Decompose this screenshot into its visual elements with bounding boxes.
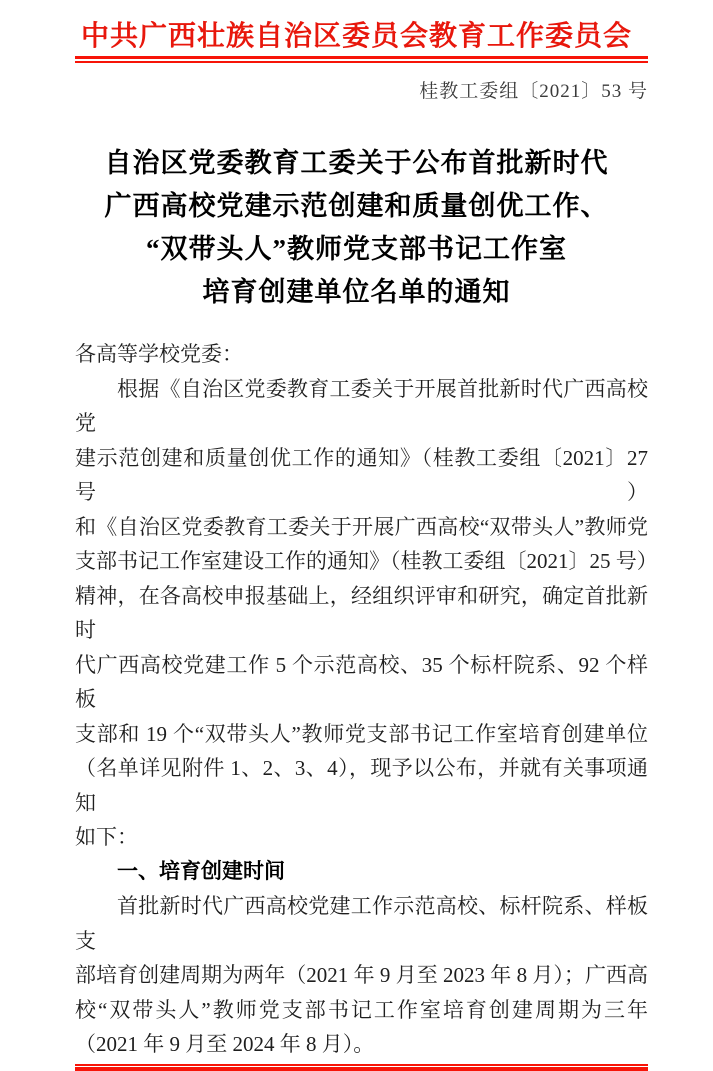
body-line: 建示范创建和质量创优工作的通知》（桂教工委组〔2021〕27 号）	[75, 445, 648, 504]
body-line: 部培育创建周期为两年（2021 年 9 月至 2023 年 8 月）；广西高	[75, 963, 648, 987]
body-line: 校“双带头人”教师党支部书记工作室培育创建周期为三年	[75, 997, 648, 1022]
header-divider	[75, 56, 648, 63]
title-line-4: 培育创建单位名单的通知	[202, 277, 511, 307]
body-line: 精神，在各高校申报基础上，经组织评审和研究，确定首批新时	[75, 583, 648, 642]
body-line: 支部书记工作室建设工作的通知》（桂教工委组〔2021〕25 号）	[75, 549, 658, 573]
section-heading: 一、培育创建时间	[117, 859, 285, 883]
document-title	[45, 142, 668, 314]
body-line: 代广西高校党建工作 5 个示范高校、35 个标杆院系、92 个样板	[75, 652, 648, 711]
footer-divider	[75, 1064, 648, 1071]
body-line: （2021 年 9 月至 2024 年 8 月）。	[75, 1032, 375, 1056]
body-line: （名单详见附件 1、2、3、4），现予以公布，并就有关事项通知	[75, 756, 648, 815]
salutation: 各高等学校党委：	[75, 342, 243, 366]
header-divider-thick-rule	[75, 56, 648, 59]
body-line: 首批新时代广西高校党建工作示范高校、标杆院系、样板支	[75, 894, 648, 953]
document-number: 桂教工委组〔2021〕53 号	[419, 81, 648, 102]
body-line: 如下：	[75, 825, 138, 849]
title-line-1: 自治区党委教育工委关于公布首批新时代	[104, 148, 609, 178]
title-line-2: 广西高校党建示范创建和质量创优工作、	[104, 191, 609, 221]
body-line: 支部和 19 个“双带头人”教师党支部书记工作室培育创建单位	[75, 721, 648, 746]
body-line: 根据《自治区党委教育工委关于开展首批新时代广西高校党	[75, 376, 648, 435]
document-body	[75, 337, 658, 1062]
issuing-organization: 中共广西壮族自治区委员会教育工作委员会	[80, 21, 632, 52]
header-divider-thin-rule	[75, 61, 648, 63]
title-line-3: “双带头人”教师党支部书记工作室	[146, 234, 567, 264]
body-line: 和《自治区党委教育工委关于开展广西高校“双带头人”教师党	[75, 514, 648, 539]
